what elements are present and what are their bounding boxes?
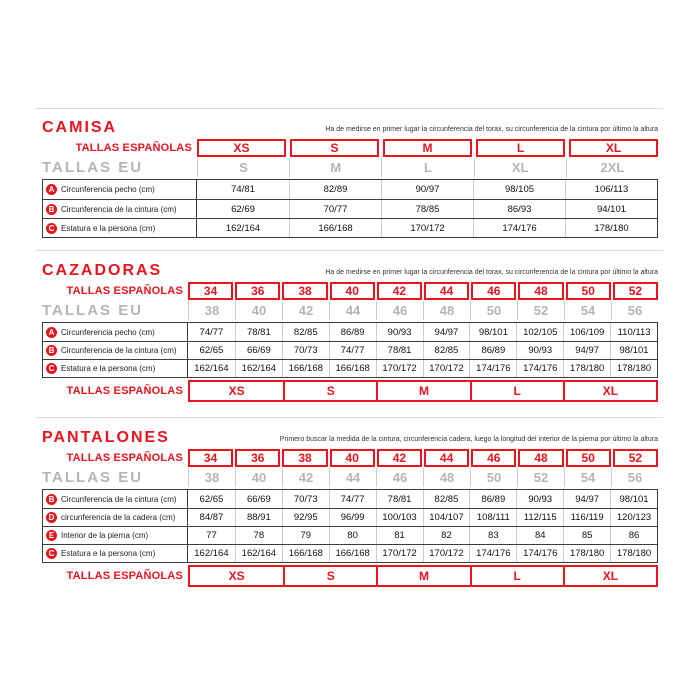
size-value-cell: 78/81 bbox=[376, 490, 423, 508]
section-title: PANTALONES bbox=[42, 429, 170, 446]
size-value-cell: 94/101 bbox=[565, 200, 657, 218]
size-value-cell: 170/172 bbox=[376, 360, 423, 377]
eu-sizes-label: TALLAS EU bbox=[42, 302, 144, 319]
spanish-size-cell: S bbox=[290, 139, 379, 157]
eu-size-cell: 2XL bbox=[566, 158, 658, 177]
measurement-row bbox=[43, 359, 657, 377]
eu-size-cell: 46 bbox=[376, 468, 423, 487]
measurement-label: Circunferencia de la cintura (cm) bbox=[61, 494, 177, 504]
size-value-cell: 86/89 bbox=[469, 490, 516, 508]
section-camisa bbox=[42, 114, 658, 238]
spanish-size-cell: 36 bbox=[235, 449, 280, 467]
spanish-sizes-cells bbox=[188, 449, 658, 467]
size-value-cell: 78/85 bbox=[381, 200, 473, 218]
bottom-size-cell: S bbox=[283, 567, 376, 585]
section-header bbox=[42, 424, 658, 446]
spanish-sizes-cells bbox=[197, 139, 658, 157]
spanish-size-cell: 50 bbox=[566, 282, 611, 300]
eu-size-cell: 38 bbox=[188, 301, 235, 320]
eu-size-cell: 40 bbox=[235, 301, 282, 320]
size-value-cell: 178/180 bbox=[563, 360, 610, 377]
spanish-size-cell: 36 bbox=[235, 282, 280, 300]
size-value-cell: 92/95 bbox=[282, 509, 329, 526]
size-value-cell: 70/73 bbox=[282, 490, 329, 508]
spanish-sizes-row bbox=[42, 449, 658, 466]
size-value-cell: 74/77 bbox=[329, 342, 376, 359]
measurement-label-cell bbox=[43, 360, 188, 377]
spanish-sizes-cells bbox=[188, 282, 658, 300]
size-value-cell: 74/77 bbox=[329, 490, 376, 508]
size-value-cell: 77 bbox=[206, 530, 217, 541]
section-header bbox=[42, 257, 658, 279]
spanish-sizes-row bbox=[42, 139, 658, 156]
eu-sizes-cells bbox=[188, 468, 658, 487]
size-value-cell: 80 bbox=[329, 527, 376, 544]
eu-sizes-row bbox=[42, 468, 658, 487]
size-value-cell: 166/168 bbox=[329, 360, 376, 377]
bottom-sizes-row bbox=[42, 380, 658, 402]
spanish-size-cell: 48 bbox=[518, 282, 563, 300]
measurements-table bbox=[42, 322, 658, 378]
eu-size-cell: 44 bbox=[329, 468, 376, 487]
size-value-cell: 162/164 bbox=[235, 545, 282, 562]
size-value-cell: 100/103 bbox=[376, 509, 423, 526]
bottom-size-cell: M bbox=[376, 382, 469, 400]
measurement-values bbox=[188, 527, 657, 544]
size-value-cell: 82 bbox=[423, 527, 470, 544]
measurement-label-cell bbox=[43, 219, 197, 237]
section-note: Ha de medirse en primer lugar la circunferencia del torax, su circunferencia de la cintura por último la altura bbox=[325, 269, 658, 277]
measurement-values bbox=[197, 200, 657, 218]
size-value-cell: 94/97 bbox=[563, 490, 610, 508]
eu-sizes-row bbox=[42, 301, 658, 320]
size-value-cell: 162/164 bbox=[194, 363, 229, 374]
spanish-sizes-label: TALLAS ESPAÑOLAS bbox=[75, 142, 192, 154]
size-value-cell: 70/77 bbox=[289, 200, 381, 218]
bottom-size-cell: XL bbox=[563, 382, 656, 400]
size-value-cell: 174/176 bbox=[516, 545, 563, 562]
measurement-label-cell bbox=[43, 527, 188, 544]
letter-badge: B bbox=[46, 204, 57, 215]
measurement-row bbox=[43, 323, 657, 341]
size-value-cell: 85 bbox=[563, 527, 610, 544]
measurement-label-cell bbox=[43, 180, 197, 199]
size-value-cell: 88/91 bbox=[235, 509, 282, 526]
size-value-cell: 84 bbox=[516, 527, 563, 544]
size-value-cell: 166/168 bbox=[289, 219, 381, 237]
eu-size-cell: S bbox=[197, 158, 289, 177]
eu-size-cell: 56 bbox=[611, 301, 658, 320]
measurements-table bbox=[42, 179, 658, 238]
size-value-cell: 102/105 bbox=[516, 323, 563, 341]
letter-badge: B bbox=[46, 494, 57, 505]
size-value-cell: 82/85 bbox=[282, 323, 329, 341]
size-value-cell: 98/101 bbox=[469, 323, 516, 341]
size-value-cell: 174/176 bbox=[469, 545, 516, 562]
measurement-values bbox=[188, 490, 657, 508]
size-value-cell: 94/97 bbox=[563, 342, 610, 359]
size-value-cell: 98/101 bbox=[610, 342, 657, 359]
eu-size-cell: 54 bbox=[564, 301, 611, 320]
size-value-cell: 66/69 bbox=[235, 490, 282, 508]
size-value-cell: 170/172 bbox=[423, 360, 470, 377]
size-value-cell: 166/168 bbox=[282, 545, 329, 562]
section-divider bbox=[35, 417, 663, 418]
measurement-row bbox=[43, 341, 657, 359]
bottom-size-cell: L bbox=[470, 567, 563, 585]
section-pantalones bbox=[42, 424, 658, 587]
size-value-cell: 84/87 bbox=[199, 512, 224, 523]
size-value-cell: 86 bbox=[610, 527, 657, 544]
spanish-size-cell: 34 bbox=[188, 282, 233, 300]
size-value-cell: 174/176 bbox=[516, 360, 563, 377]
section-divider bbox=[35, 250, 663, 251]
size-value-cell: 178/180 bbox=[563, 545, 610, 562]
spanish-sizes-row bbox=[42, 282, 658, 299]
size-value-cell: 110/113 bbox=[610, 323, 657, 341]
size-value-cell: 106/113 bbox=[565, 180, 657, 199]
measurement-row bbox=[43, 199, 657, 218]
eu-size-cell: 50 bbox=[470, 468, 517, 487]
bottom-size-cell: M bbox=[376, 567, 469, 585]
size-value-cell: 78 bbox=[235, 527, 282, 544]
bottom-sizes-strip bbox=[188, 380, 658, 402]
size-value-cell: 74/81 bbox=[231, 184, 255, 195]
letter-badge: E bbox=[46, 530, 57, 541]
size-value-cell: 62/65 bbox=[199, 493, 224, 505]
size-value-cell: 81 bbox=[376, 527, 423, 544]
size-value-cell: 162/164 bbox=[235, 360, 282, 377]
spanish-sizes-label: TALLAS ESPAÑOLAS bbox=[66, 385, 183, 397]
spanish-size-cell: 40 bbox=[330, 282, 375, 300]
size-value-cell: 98/101 bbox=[610, 490, 657, 508]
size-value-cell: 170/172 bbox=[381, 219, 473, 237]
eu-size-cell: 54 bbox=[564, 468, 611, 487]
spanish-size-cell: 38 bbox=[282, 449, 327, 467]
spanish-size-cell: 44 bbox=[424, 282, 469, 300]
spanish-size-cell: 50 bbox=[566, 449, 611, 467]
eu-size-cell: 42 bbox=[282, 301, 329, 320]
size-value-cell: 70/73 bbox=[282, 342, 329, 359]
eu-size-cell: M bbox=[289, 158, 381, 177]
measurement-values bbox=[197, 180, 657, 199]
measurement-row bbox=[43, 526, 657, 544]
size-value-cell: 86/89 bbox=[329, 323, 376, 341]
size-value-cell: 166/168 bbox=[282, 360, 329, 377]
section-cazadoras bbox=[42, 257, 658, 402]
section-header bbox=[42, 114, 658, 136]
size-value-cell: 78/81 bbox=[235, 323, 282, 341]
eu-sizes-label: TALLAS EU bbox=[42, 159, 144, 176]
measurement-row bbox=[43, 508, 657, 526]
measurement-label: Circunferencia de la cintura (cm) bbox=[61, 204, 177, 214]
size-value-cell: 104/107 bbox=[423, 509, 470, 526]
measurement-values bbox=[188, 545, 657, 562]
eu-sizes-label: TALLAS EU bbox=[42, 469, 144, 486]
size-value-cell: 120/123 bbox=[610, 509, 657, 526]
size-value-cell: 66/69 bbox=[235, 342, 282, 359]
letter-badge: A bbox=[46, 184, 57, 195]
size-value-cell: 83 bbox=[469, 527, 516, 544]
eu-size-cell: 46 bbox=[376, 301, 423, 320]
spanish-size-cell: 52 bbox=[613, 449, 658, 467]
size-value-cell: 94/97 bbox=[423, 323, 470, 341]
measurement-row bbox=[43, 544, 657, 562]
bottom-size-cell: S bbox=[283, 382, 376, 400]
measurements-table bbox=[42, 489, 658, 563]
eu-size-cell: 48 bbox=[423, 468, 470, 487]
eu-size-cell: 52 bbox=[517, 301, 564, 320]
letter-badge: C bbox=[46, 548, 57, 559]
spanish-size-cell: 44 bbox=[424, 449, 469, 467]
size-value-cell: 96/99 bbox=[329, 509, 376, 526]
spanish-size-cell: XL bbox=[569, 139, 658, 157]
size-value-cell: 112/115 bbox=[516, 509, 563, 526]
spanish-size-cell: 40 bbox=[330, 449, 375, 467]
size-value-cell: 162/164 bbox=[194, 548, 229, 559]
measurement-label: Estatura e la persona (cm) bbox=[61, 549, 156, 558]
size-value-cell: 108/111 bbox=[469, 509, 516, 526]
measurement-label-cell bbox=[43, 509, 188, 526]
section-note: Ha de medirse en primer lugar la circunferencia del torax, su circunferencia de la cintura por último la altura bbox=[325, 126, 658, 134]
eu-sizes-cells bbox=[197, 158, 658, 177]
size-value-cell: 82/85 bbox=[423, 490, 470, 508]
eu-size-cell: XL bbox=[474, 158, 566, 177]
eu-size-cell: 40 bbox=[235, 468, 282, 487]
measurement-label-cell bbox=[43, 200, 197, 218]
spanish-size-cell: XS bbox=[197, 139, 286, 157]
spanish-size-cell: 46 bbox=[471, 282, 516, 300]
measurement-label: Circunferencia de la cintura (cm) bbox=[61, 346, 177, 355]
size-value-cell: 178/180 bbox=[565, 219, 657, 237]
size-value-cell: 174/176 bbox=[473, 219, 565, 237]
spanish-size-cell: 52 bbox=[613, 282, 658, 300]
measurement-row bbox=[43, 218, 657, 237]
eu-size-cell: 56 bbox=[611, 468, 658, 487]
measurement-label-cell bbox=[43, 545, 188, 562]
bottom-size-cell: XS bbox=[228, 384, 245, 398]
bottom-size-cell: XS bbox=[228, 569, 245, 583]
section-title: CAMISA bbox=[42, 119, 118, 136]
eu-size-cell: 38 bbox=[188, 468, 235, 487]
spanish-size-cell: L bbox=[476, 139, 565, 157]
spanish-size-cell: 42 bbox=[377, 282, 422, 300]
spanish-size-cell: 38 bbox=[282, 282, 327, 300]
size-value-cell: 82/89 bbox=[289, 180, 381, 199]
bottom-sizes-row bbox=[42, 565, 658, 587]
size-value-cell: 90/93 bbox=[516, 490, 563, 508]
size-value-cell: 178/180 bbox=[610, 545, 657, 562]
measurement-label: circunferencia de la cadera (cm) bbox=[61, 513, 176, 522]
measurement-values bbox=[197, 219, 657, 237]
size-value-cell: 62/69 bbox=[231, 203, 255, 215]
spanish-size-cell: 42 bbox=[377, 449, 422, 467]
measurement-values bbox=[188, 509, 657, 526]
spanish-size-cell: 46 bbox=[471, 449, 516, 467]
measurement-label-cell bbox=[43, 490, 188, 508]
measurement-label: Interior de la pierna (cm) bbox=[61, 531, 149, 540]
bottom-sizes-strip bbox=[188, 565, 658, 587]
eu-size-cell: 44 bbox=[329, 301, 376, 320]
size-value-cell: 74/77 bbox=[199, 326, 224, 338]
size-value-cell: 170/172 bbox=[423, 545, 470, 562]
section-title: CAZADORAS bbox=[42, 262, 163, 279]
size-value-cell: 90/93 bbox=[376, 323, 423, 341]
size-value-cell: 79 bbox=[282, 527, 329, 544]
size-value-cell: 62/65 bbox=[199, 345, 224, 356]
measurement-label: Estatura e la persona (cm) bbox=[61, 223, 156, 233]
spanish-size-cell: 48 bbox=[518, 449, 563, 467]
size-value-cell: 174/176 bbox=[469, 360, 516, 377]
measurement-label: Estatura e la persona (cm) bbox=[61, 364, 156, 373]
size-value-cell: 86/93 bbox=[473, 200, 565, 218]
measurement-label-cell bbox=[43, 342, 188, 359]
size-value-cell: 90/97 bbox=[381, 180, 473, 199]
spanish-size-cell: 34 bbox=[188, 449, 233, 467]
letter-badge: D bbox=[46, 512, 57, 523]
eu-size-cell: 52 bbox=[517, 468, 564, 487]
measurement-label: Circunferencia pecho (cm) bbox=[61, 185, 155, 194]
measurement-values bbox=[188, 360, 657, 377]
letter-badge: A bbox=[46, 327, 57, 338]
section-divider bbox=[35, 108, 663, 109]
eu-sizes-row bbox=[42, 158, 658, 177]
bottom-size-cell: L bbox=[470, 382, 563, 400]
eu-size-cell: 48 bbox=[423, 301, 470, 320]
size-value-cell: 178/180 bbox=[610, 360, 657, 377]
size-value-cell: 78/81 bbox=[376, 342, 423, 359]
size-value-cell: 116/119 bbox=[563, 509, 610, 526]
letter-badge: B bbox=[46, 345, 57, 356]
size-value-cell: 170/172 bbox=[376, 545, 423, 562]
measurement-label: Circunferencia pecho (cm) bbox=[61, 327, 155, 337]
measurement-row bbox=[43, 180, 657, 199]
section-note: Primero buscar la medida de la cintura, circunferencia cadera, luego la longitud del interior de la pierna por último la altura bbox=[279, 436, 658, 444]
measurement-values bbox=[188, 342, 657, 359]
eu-size-cell: 42 bbox=[282, 468, 329, 487]
letter-badge: C bbox=[46, 363, 57, 374]
measurement-row bbox=[43, 490, 657, 508]
size-value-cell: 82/85 bbox=[423, 342, 470, 359]
size-value-cell: 162/164 bbox=[225, 222, 261, 234]
spanish-size-cell: M bbox=[383, 139, 472, 157]
size-value-cell: 106/109 bbox=[563, 323, 610, 341]
measurement-label-cell bbox=[43, 323, 188, 341]
spanish-sizes-label: TALLAS ESPAÑOLAS bbox=[66, 452, 183, 464]
size-value-cell: 98/105 bbox=[473, 180, 565, 199]
bottom-size-cell: XL bbox=[563, 567, 656, 585]
size-value-cell: 86/89 bbox=[469, 342, 516, 359]
eu-sizes-cells bbox=[188, 301, 658, 320]
spanish-sizes-label: TALLAS ESPAÑOLAS bbox=[66, 570, 183, 582]
letter-badge: C bbox=[46, 223, 57, 234]
size-value-cell: 90/93 bbox=[516, 342, 563, 359]
size-value-cell: 166/168 bbox=[329, 545, 376, 562]
eu-size-cell: 50 bbox=[470, 301, 517, 320]
eu-size-cell: L bbox=[381, 158, 473, 177]
measurement-values bbox=[188, 323, 657, 341]
spanish-sizes-label: TALLAS ESPAÑOLAS bbox=[66, 285, 183, 297]
